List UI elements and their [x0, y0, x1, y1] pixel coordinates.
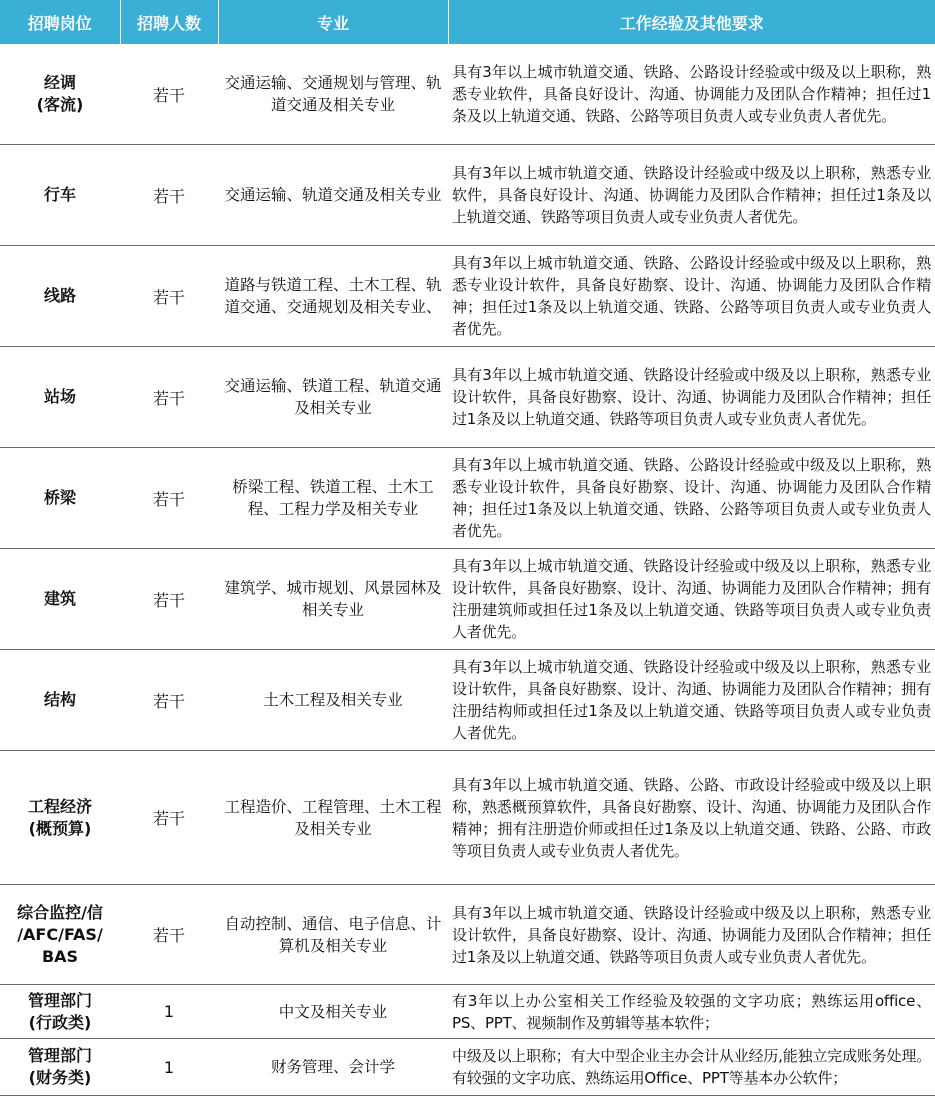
major-cell: 交通运输、铁道工程、轨道交通及相关专业 [218, 347, 448, 448]
requirements-cell: 具有3年以上城市轨道交通、铁路设计经验或中级及以上职称，熟悉专业设计软件，具备良好勘察、设计、沟通、协调能力及团队合作精神；拥有注册结构师或担任过1条及以上轨道交通、铁路等项目负责人或专业负责人者优先。 [448, 650, 935, 751]
major-cell: 土木工程及相关专业 [218, 650, 448, 751]
count-cell: 若干 [120, 751, 218, 885]
header-count: 招聘人数 [120, 0, 218, 44]
table-row [0, 650, 935, 751]
table-row [0, 145, 935, 246]
major-cell: 工程造价、工程管理、土木工程及相关专业 [218, 751, 448, 885]
count-cell: 若干 [120, 246, 218, 347]
position-cell: 经调 (客流) [0, 44, 120, 145]
requirements-cell: 有3年以上办公室相关工作经验及较强的文字功底；熟练运用office、PS、PPT、视频制作及剪辑等基本软件； [448, 985, 935, 1039]
major-cell: 交通运输、轨道交通及相关专业 [218, 145, 448, 246]
table-row [0, 44, 935, 145]
table-row [0, 985, 935, 1039]
major-cell: 建筑学、城市规划、风景园林及相关专业 [218, 549, 448, 650]
major-cell: 财务管理、会计学 [218, 1039, 448, 1096]
header-position: 招聘岗位 [0, 0, 120, 44]
count-cell: 若干 [120, 448, 218, 549]
header-requirements: 工作经验及其他要求 [448, 0, 935, 44]
requirements-cell: 中级及以上职称；有大中型企业主办会计从业经历,能独立完成账务处理。有较强的文字功底、熟练运用Office、PPT等基本办公软件； [448, 1039, 935, 1096]
count-cell: 1 [120, 1039, 218, 1096]
table-row [0, 549, 935, 650]
requirements-cell: 具有3年以上城市轨道交通、铁路设计经验或中级及以上职称，熟悉专业设计软件，具备良好勘察、设计、沟通、协调能力及团队合作精神；担任过1条及以上轨道交通、铁路等项目负责人或专业负责人者优先。 [448, 885, 935, 985]
count-cell: 若干 [120, 885, 218, 985]
major-cell: 桥梁工程、铁道工程、土木工程、工程力学及相关专业 [218, 448, 448, 549]
position-cell: 管理部门 (财务类) [0, 1039, 120, 1096]
table-row [0, 1039, 935, 1096]
requirements-cell: 具有3年以上城市轨道交通、铁路、公路、市政设计经验或中级及以上职称，熟悉概预算软件，具备良好勘察、设计、沟通、协调能力及团队合作精神；拥有注册造价师或担任过1条及以上轨道交通、铁路、公路、市政等项目负责人或专业负责人者优先。 [448, 751, 935, 885]
position-cell: 管理部门 (行政类) [0, 985, 120, 1039]
requirements-cell: 具有3年以上城市轨道交通、铁路、公路设计经验或中级及以上职称，熟悉专业软件，具备良好设计、沟通、协调能力及团队合作精神；担任过1条及以上轨道交通、铁路、公路等项目负责人或专业负责人者优先。 [448, 44, 935, 145]
count-cell: 若干 [120, 549, 218, 650]
position-cell: 站场 [0, 347, 120, 448]
major-cell: 中文及相关专业 [218, 985, 448, 1039]
major-cell: 交通运输、交通规划与管理、轨道交通及相关专业 [218, 44, 448, 145]
requirements-cell: 具有3年以上城市轨道交通、铁路、公路设计经验或中级及以上职称，熟悉专业设计软件，具备良好勘察、设计、沟通、协调能力及团队合作精神；担任过1条及以上轨道交通、铁路、公路等项目负责人或专业负责人者优先。 [448, 246, 935, 347]
requirements-cell: 具有3年以上城市轨道交通、铁路设计经验或中级及以上职称，熟悉专业软件，具备良好设计、沟通、协调能力及团队合作精神；担任过1条及以上轨道交通、铁路等项目负责人或专业负责人者优先。 [448, 145, 935, 246]
table-row [0, 246, 935, 347]
requirements-cell: 具有3年以上城市轨道交通、铁路设计经验或中级及以上职称，熟悉专业设计软件，具备良好勘察、设计、沟通、协调能力及团队合作精神；拥有注册建筑师或担任过1条及以上轨道交通、铁路等项目负责人或专业负责人者优先。 [448, 549, 935, 650]
position-cell: 行车 [0, 145, 120, 246]
count-cell: 1 [120, 985, 218, 1039]
table-row [0, 751, 935, 885]
count-cell: 若干 [120, 44, 218, 145]
position-cell: 桥梁 [0, 448, 120, 549]
requirements-cell: 具有3年以上城市轨道交通、铁路、公路设计经验或中级及以上职称，熟悉专业设计软件，具备良好勘察、设计、沟通、协调能力及团队合作精神；担任过1条及以上轨道交通、铁路、公路等项目负责人或专业负责人者优先。 [448, 448, 935, 549]
position-cell: 结构 [0, 650, 120, 751]
header-major: 专业 [218, 0, 448, 44]
count-cell: 若干 [120, 145, 218, 246]
major-cell: 自动控制、通信、电子信息、计算机及相关专业 [218, 885, 448, 985]
table-header-row [0, 0, 935, 44]
table-row [0, 448, 935, 549]
count-cell: 若干 [120, 347, 218, 448]
requirements-cell: 具有3年以上城市轨道交通、铁路设计经验或中级及以上职称，熟悉专业设计软件，具备良好勘察、设计、沟通、协调能力及团队合作精神；担任过1条及以上轨道交通、铁路等项目负责人或专业负责人者优先。 [448, 347, 935, 448]
major-cell: 道路与铁道工程、土木工程、轨道交通、交通规划及相关专业、 [218, 246, 448, 347]
position-cell: 工程经济 (概预算) [0, 751, 120, 885]
position-cell: 综合监控/信 /AFC/FAS/ BAS [0, 885, 120, 985]
table-row [0, 885, 935, 985]
count-cell: 若干 [120, 650, 218, 751]
table-row [0, 347, 935, 448]
position-cell: 建筑 [0, 549, 120, 650]
position-cell: 线路 [0, 246, 120, 347]
